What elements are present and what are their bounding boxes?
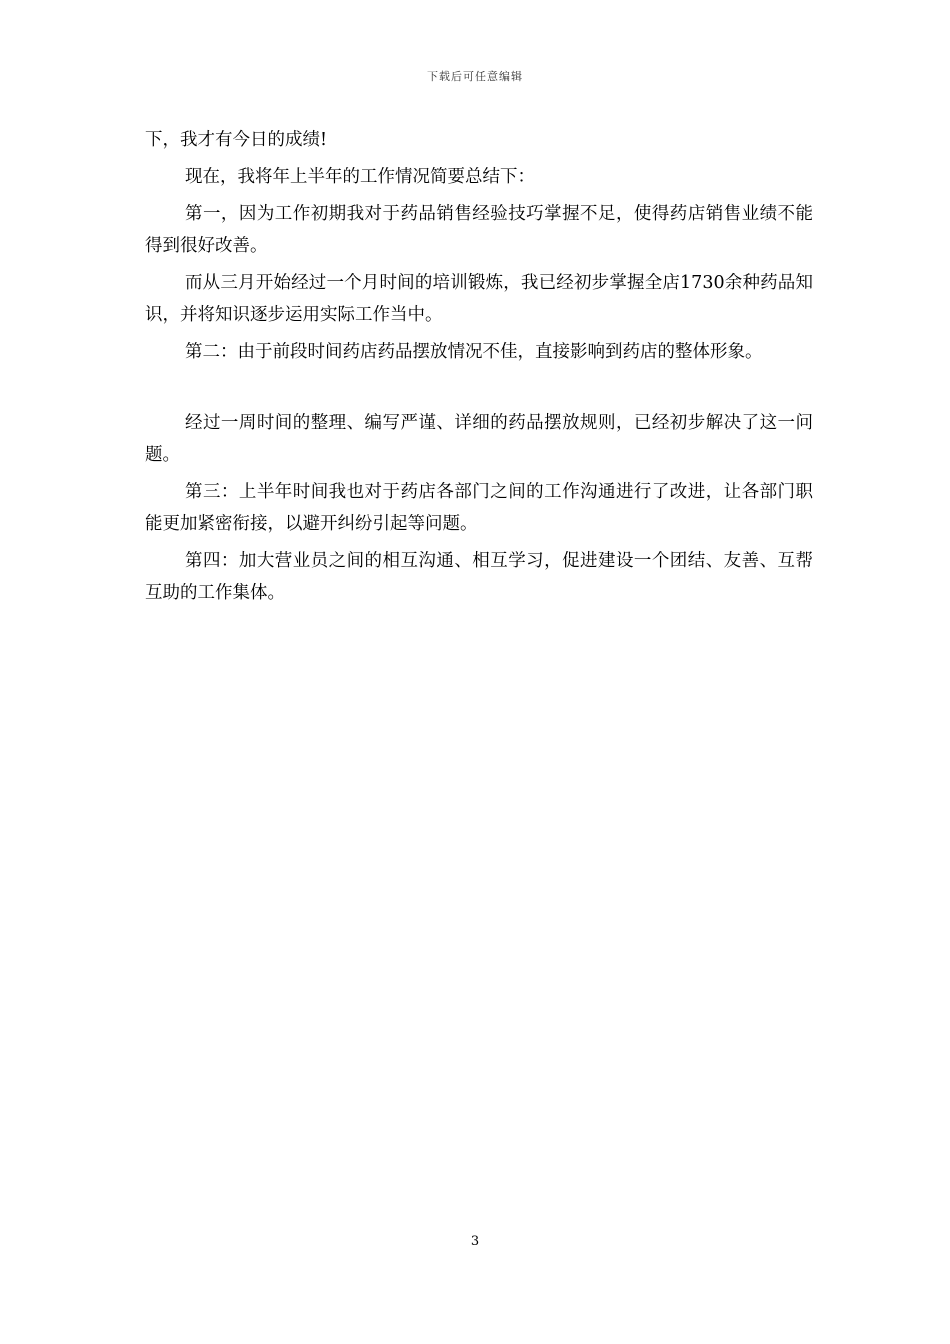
document-body bbox=[145, 124, 813, 614]
paragraph-4: 而从三月开始经过一个月时间的培训锻炼，我已经初步掌握全店1730余种药品知识，并将知识逐步运用实际工作当中。 bbox=[145, 273, 813, 325]
header-note: 下载后可任意编辑 bbox=[427, 70, 523, 83]
paragraph-8: 第四：加大营业员之间的相互沟通、相互学习，促进建设一个团结、友善、互帮互助的工作集体。 bbox=[145, 551, 813, 603]
paragraph-5: 第二：由于前段时间药店药品摆放情况不佳，直接影响到药店的整体形象。 bbox=[185, 342, 763, 362]
paragraph-6: 经过一周时间的整理、编写严谨、详细的药品摆放规则，已经初步解决了这一问题。 bbox=[145, 413, 813, 465]
paragraph-3: 第一，因为工作初期我对于药品销售经验技巧掌握不足，使得药店销售业绩不能得到很好改善。 bbox=[145, 204, 813, 256]
paragraph-7: 第三：上半年时间我也对于药店各部门之间的工作沟通进行了改进，让各部门职能更加紧密衔接，以避开纠纷引起等问题。 bbox=[145, 482, 813, 534]
paragraph-1: 下，我才有今日的成绩! bbox=[145, 130, 328, 150]
paragraph-2: 现在，我将年上半年的工作情况简要总结下： bbox=[185, 167, 535, 187]
page-number: 3 bbox=[470, 1234, 480, 1249]
